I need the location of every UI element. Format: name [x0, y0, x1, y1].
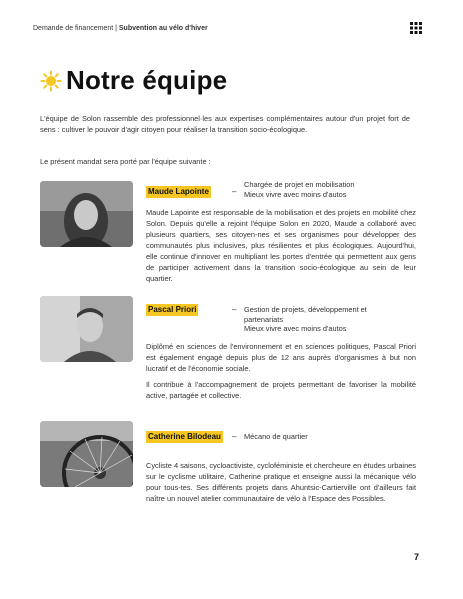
member-role [244, 432, 404, 442]
role-line: Gestion de projets, développement et [244, 305, 367, 314]
member-bio: Cycliste 4 saisons, cycloactiviste, cycloféministe et chercheure en études urbaines sur le cyclisme utilitaire, Catherine pratique et enseigne aussi la mécanique vélo pour tous-tes. Ses différents projets dans Ahuntsic-Cartierville ont d'ailleurs fait naître un nouvel atelier communautaire de vélo à l'Espace des Possibles. [146, 461, 416, 503]
member-photo-maude [40, 181, 133, 247]
page-number: 7 [414, 552, 420, 562]
header-doc: Demande de financement [33, 25, 114, 32]
portrait-image [40, 181, 133, 247]
sun-icon [40, 70, 62, 92]
member-bio: Maude Lapointe est responsable de la mobilisation et des projets en mobilité chez Solon. Depuis qu'elle a rejoint l'équipe Solon en 2020, Maude a collaboré avec plusieurs quartiers, ses citoyen-nes et ses organismes pour développer des communautés plus inclusives, plus résilientes et plus écologiques. Aujourd'hui, elle continue d'innover en multipliant les portes d'entrée qui permettent aux gens de participer activement dans la transition socio-écologique au sein de leur quartier. [146, 208, 416, 283]
title-block [40, 65, 227, 96]
role-line: partenariats [244, 314, 284, 324]
intro-paragraph: L'équipe de Solon rassemble des professionnel·les aux expertises complémentaires autour d'un projet fort de sens : cultiver le pouvoir d'agir citoyen pour réaliser la transition socio-écologique. [40, 114, 410, 134]
header-separator: | [113, 25, 119, 32]
running-header [33, 25, 208, 32]
member-name: Maude Lapointe [148, 187, 209, 196]
member-role [244, 180, 404, 199]
name-dash: – [232, 432, 237, 441]
member-name: Pascal Priori [148, 305, 197, 314]
role-line: Chargée de projet en mobilisation [244, 180, 355, 189]
solon-logo-icon [410, 22, 422, 34]
member-bio: Diplômé en sciences de l'environnement et en sciences politiques, Pascal Priori est également engagé depuis plus de 12 ans auprès d'organismes à but non lucratif et de l'économie sociale. [146, 342, 416, 373]
member-bio: Il contribue à l'accompagnement de projets permettant de favoriser la mobilité active, partagée et collective. [146, 380, 416, 400]
member-photo-pascal [40, 296, 133, 362]
page-title: Notre équipe [66, 65, 228, 95]
member-photo-catherine [40, 421, 133, 487]
mandat-line: Le présent mandat sera porté par l'équipe suivante : [40, 157, 211, 166]
name-dash: – [232, 187, 237, 196]
role-line: Mécano de quartier [244, 432, 308, 441]
member-role [244, 305, 404, 334]
role-line: Mieux vivre avec moins d'autos [244, 324, 347, 333]
header-section: Subvention au vélo d'hiver [118, 25, 208, 32]
role-line: Mieux vivre avec moins d'autos [244, 189, 347, 199]
bicycle-wheel-image [40, 421, 133, 487]
name-dash: – [232, 305, 237, 314]
portrait-image [40, 296, 133, 362]
member-name: Catherine Bilodeau [148, 432, 221, 441]
